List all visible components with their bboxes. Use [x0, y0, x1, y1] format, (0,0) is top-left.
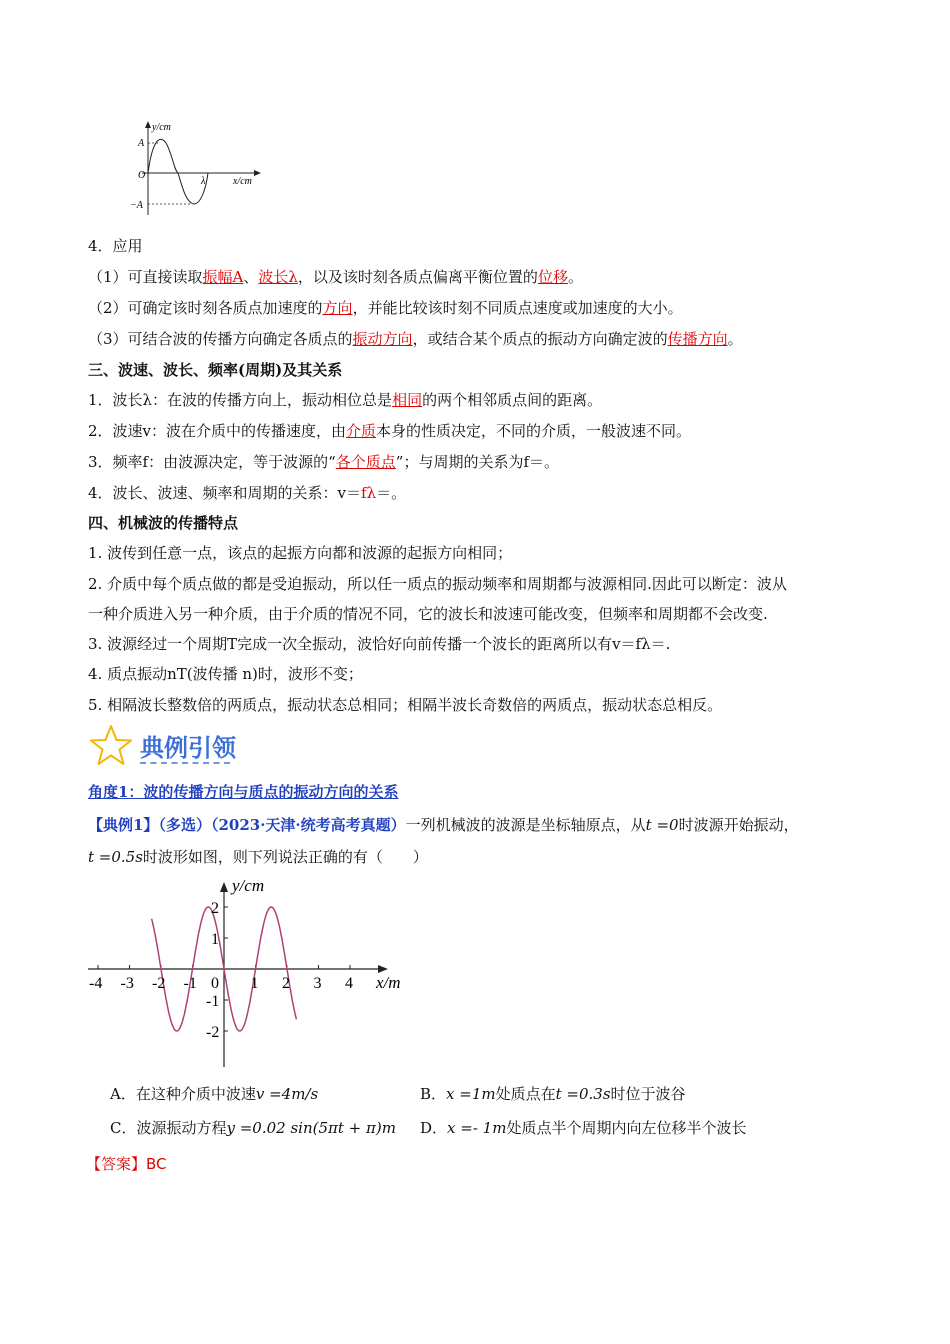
- keyword-amplitude: 振幅A: [202, 268, 244, 286]
- x-tick-label: 0: [211, 975, 219, 992]
- feature-2a: 2. 介质中每个质点做的都是受迫振动，所以任一质点的振动频率和周期都与波源相同.因此可以断定：波从: [88, 575, 787, 593]
- feature-4: 4. 质点振动nT(波传播 n)时，波形不变；: [88, 665, 363, 683]
- example-source: （2023·天津·统考高考真题）: [210, 816, 406, 834]
- math-t05: t =0.5s: [88, 848, 143, 866]
- heading-propagation-features: 四、机械波的传播特点: [88, 514, 239, 532]
- example-question-line-1: 【典例1】（多选）（2023·天津·统考高考真题）一列机械波的波源是坐标轴原点，从t =0时波源开始振动，: [88, 816, 799, 834]
- relation-line-3: 3．频率f：由波源决定，等于波源的“各个质点”；与周期的关系为f＝。: [88, 453, 560, 471]
- math-t0: t =0: [645, 816, 679, 834]
- heading-wave-speed-relation: 三、波速、波长、频率(周期)及其关系: [88, 361, 343, 379]
- relation-line-1: 1．波长λ：在波的传播方向上，振动相位总是相同的两个相邻质点间的距离。: [88, 391, 603, 409]
- keyword-wavelength: 波长λ: [258, 268, 298, 286]
- y-tick-label: -1: [206, 993, 220, 1010]
- application-item-3: （3）可结合波的传播方向确定各质点的振动方向，或结合某个质点的振动方向确定波的传播方向。: [88, 330, 743, 348]
- x-tick-label: 2: [282, 975, 290, 992]
- math-option-a: v =4m/s: [255, 1085, 319, 1103]
- wave-diagram-small: [128, 118, 268, 218]
- example-type: （多选）: [158, 816, 211, 834]
- example-tag: 【典例1】: [88, 816, 159, 834]
- banner-title: 典例引领: [140, 734, 236, 762]
- small-origin-label: O: [138, 170, 146, 181]
- option-b[interactable]: B．x =1m处质点在t =0.3s时位于波谷: [420, 1085, 686, 1103]
- x-tick-label: -1: [183, 975, 197, 992]
- x-axis-arrow: [378, 965, 388, 973]
- keyword-direction: 方向: [322, 299, 353, 317]
- banner-underline: [140, 762, 230, 764]
- x-tick-label: 4: [345, 975, 353, 992]
- x-tick-label: -3: [120, 975, 134, 992]
- graph-y-label: y/cm: [232, 876, 265, 895]
- option-a[interactable]: A．在这种介质中波速v =4m/s: [110, 1085, 319, 1103]
- feature-2b: 一种介质进入另一种介质，由于介质的情况不同，它的波长和波速可能改变，但频率和周期都不会改变.: [88, 605, 768, 623]
- application-item-2: （2）可确定该时刻各质点加速度的方向，并能比较该时刻不同质点速度或加速度的大小。: [88, 299, 683, 317]
- answer-label: 【答案】: [86, 1155, 147, 1173]
- star-icon: [88, 724, 134, 768]
- small-neg-a-label: −A: [130, 200, 143, 211]
- small-x-label: x/cm: [233, 176, 252, 187]
- x-tick-label: -4: [89, 975, 103, 992]
- math-option-b-x: x =1m: [446, 1085, 496, 1103]
- math-option-d: x =- 1m: [447, 1119, 507, 1137]
- x-tick-label: 1: [250, 975, 259, 992]
- feature-3: 3. 波源经过一个周期T完成一次全振动，波恰好向前传播一个波长的距离所以有v＝fλ＝.: [88, 635, 671, 653]
- y-tick-label: 1: [211, 931, 219, 948]
- application-item-1: （1）可直接读取振幅A、波长λ，以及该时刻各质点偏离平衡位置的位移。: [88, 268, 583, 286]
- x-tick-label: -2: [152, 975, 166, 992]
- small-a-label: A: [138, 138, 145, 149]
- keyword-same: 相同: [392, 391, 423, 409]
- angle-heading: 角度1：波的传播方向与质点的振动方向的关系: [88, 783, 399, 801]
- y-tick-label: -2: [206, 1024, 220, 1041]
- math-option-b-t: t =0.3s: [555, 1085, 611, 1103]
- example-question-line-2: t =0.5s时波形如图，则下列说法正确的有（ ）: [88, 848, 428, 866]
- x-tick-label: 3: [313, 975, 322, 992]
- option-c[interactable]: C．波源振动方程y =0.02 sin(5πt + π)m: [110, 1119, 396, 1137]
- answer-value: BC: [146, 1155, 167, 1173]
- keyword-each-particle: 各个质点: [335, 453, 396, 471]
- y-axis-arrow: [220, 882, 228, 892]
- keyword-displacement: 位移: [537, 268, 568, 286]
- keyword-f-lambda: fλ: [361, 484, 377, 502]
- relation-line-4: 4．波长、波速、频率和周期的关系：v＝fλ＝。: [88, 484, 407, 502]
- section-title-application: 4．应用: [88, 237, 143, 255]
- option-d[interactable]: D．x =- 1m处质点半个周期内向左位移半个波长: [420, 1119, 747, 1137]
- small-lambda-label: λ: [201, 176, 206, 187]
- graph-x-label: x/m: [376, 973, 401, 992]
- y-tick-label: 2: [211, 900, 219, 917]
- relation-line-2: 2．波速v：波在介质中的传播速度，由介质本身的性质决定，不同的介质，一般波速不同。: [88, 422, 692, 440]
- small-y-label: y/cm: [152, 122, 171, 133]
- answer-line: [86, 1153, 167, 1175]
- math-option-c: y =0.02 sin(5πt + π)m: [226, 1119, 396, 1137]
- feature-1: 1. 波传到任意一点，该点的起振方向都和波源的起振方向相同；: [88, 544, 513, 562]
- keyword-medium: 介质: [346, 422, 377, 440]
- keyword-vibration-direction: 振动方向: [352, 330, 413, 348]
- keyword-propagation-direction: 传播方向: [667, 330, 728, 348]
- wave-graph: [80, 872, 420, 1072]
- feature-5: 5. 相隔波长整数倍的两质点，振动状态总相同；相隔半波长奇数倍的两质点，振动状态总相反。: [88, 696, 723, 714]
